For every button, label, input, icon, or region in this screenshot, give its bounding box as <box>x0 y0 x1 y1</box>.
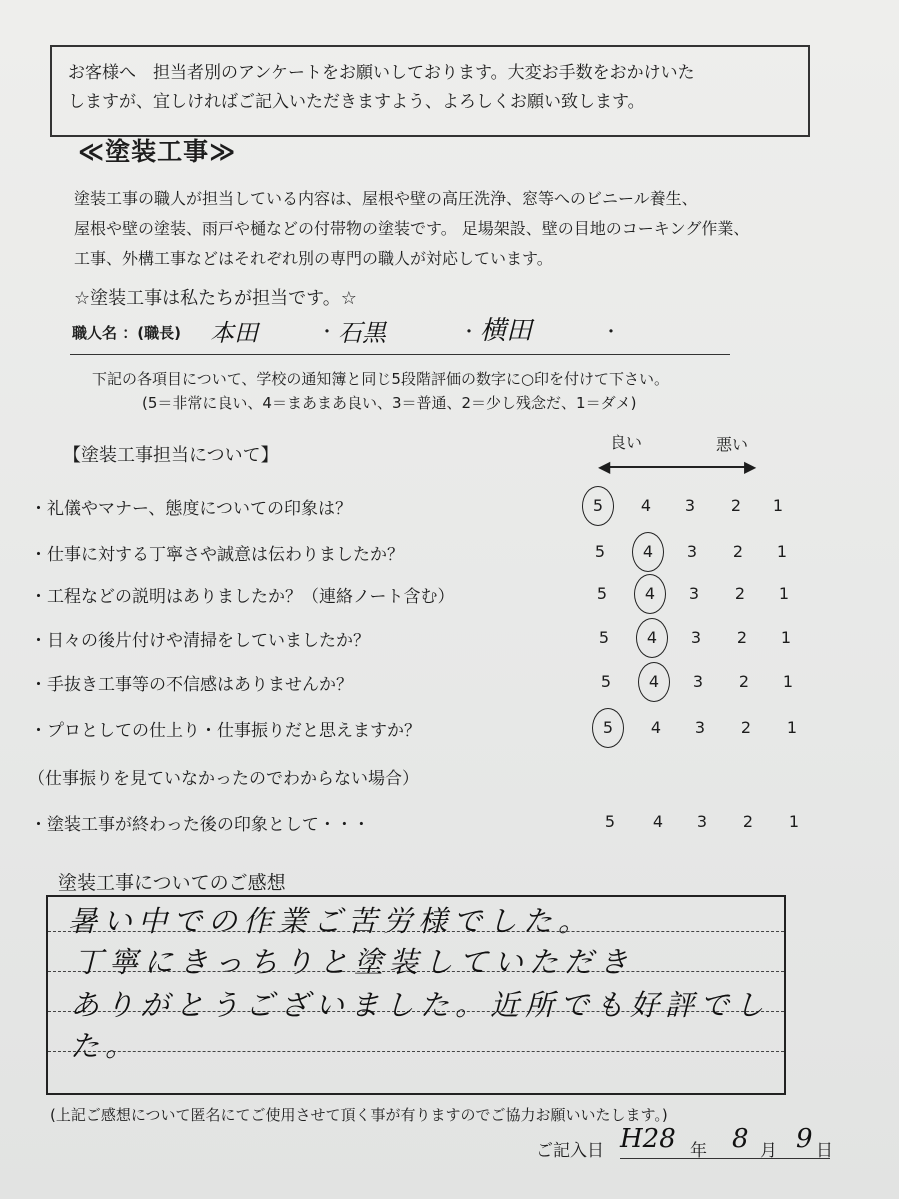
question-text: ・プロとしての仕上り・仕事振りだと思えますか？ <box>30 721 421 741</box>
question-text: ・日々の後片付けや清掃をしていましたか？ <box>30 631 370 651</box>
description-line-3: 工事、外構工事などはそれぞれ別の専門の職人が対応しています。 <box>74 249 553 268</box>
section-title: ≪塗装工事≫ <box>78 137 237 166</box>
rating-option-2[interactable]: 2 <box>742 812 754 831</box>
intro-line-1: お客様へ 担当者別のアンケートをお願いしております。大変お手数をおかけいた <box>68 63 695 83</box>
rating-option-3[interactable]: 3 <box>694 718 706 737</box>
rating-option-4[interactable]: 4 <box>640 496 652 515</box>
rating-option-5[interactable]: 5 <box>594 542 606 561</box>
rating-option-5[interactable]: 5 <box>600 672 612 691</box>
question-text: ・工程などの説明はありましたか？（連絡ノート含む） <box>30 587 455 607</box>
selected-rating-circle <box>638 662 670 702</box>
anonymity-note: (上記ご感想について匿名にてご使用させて頂く事が有りますのでご協力お願いいたします。) <box>50 1106 668 1124</box>
date-month: 8 <box>732 1124 749 1154</box>
rating-option-1[interactable]: 1 <box>772 496 784 515</box>
rating-option-1[interactable]: 1 <box>782 672 794 691</box>
staff-separator-3: ・ <box>602 322 620 343</box>
rating-option-4[interactable]: 4 <box>644 584 656 603</box>
description-line-1: 塗装工事の職人が担当している内容は、屋根や壁の高圧洗浄、窓等へのビニール養生、 <box>74 189 698 208</box>
rating-option-1[interactable]: 1 <box>776 542 788 561</box>
rating-option-5[interactable]: 5 <box>602 718 614 737</box>
rating-option-5[interactable]: 5 <box>604 812 616 831</box>
rating-option-2[interactable]: 2 <box>732 542 744 561</box>
arrow-left-icon: ◀ <box>598 457 611 476</box>
date-day-unit: 日 <box>816 1141 833 1161</box>
rating-option-5[interactable]: 5 <box>598 628 610 647</box>
date-underline <box>620 1158 830 1159</box>
rating-option-2[interactable]: 2 <box>730 496 742 515</box>
date-month-unit: 月 <box>760 1141 777 1161</box>
rating-option-1[interactable]: 1 <box>780 628 792 647</box>
rating-option-5[interactable]: 5 <box>592 496 604 515</box>
bad-label: 悪い <box>716 435 749 454</box>
rating-option-2[interactable]: 2 <box>738 672 750 691</box>
intro-box <box>50 45 810 137</box>
rating-option-4[interactable]: 4 <box>650 718 662 737</box>
rating-option-1[interactable]: 1 <box>778 584 790 603</box>
description-line-2: 屋根や壁の塗装、雨戸や樋などの付帯物の塗装です。 足場架設、壁の目地のコーキング作業、 <box>74 219 750 238</box>
rating-option-2[interactable]: 2 <box>736 628 748 647</box>
selected-rating-circle <box>636 618 668 658</box>
rating-option-3[interactable]: 3 <box>690 628 702 647</box>
date-day: 9 <box>796 1124 813 1154</box>
rating-section-heading: 【塗装工事担当について】 <box>63 445 279 466</box>
question-text: ・仕事に対する丁寧さや誠意は伝わりましたか？ <box>30 545 404 565</box>
scale-legend: (5＝非常に良い、4＝まあまあ良い、3＝普通、2＝少し残念だ、1＝ダメ) <box>142 394 637 412</box>
team-heading: ☆塗装工事は私たちが担当です。☆ <box>74 288 357 309</box>
comment-line-2: 丁寧にきっちりと塗装していただき <box>74 945 635 979</box>
question-text: ・礼儀やマナー、態度についての印象は？ <box>30 499 352 519</box>
rating-option-5[interactable]: 5 <box>596 584 608 603</box>
question-text: ・手抜き工事等の不信感はありませんか？ <box>30 675 353 695</box>
staff-separator-1: ・ <box>318 322 336 343</box>
date-year-unit: 年 <box>690 1141 707 1161</box>
rating-option-4[interactable]: 4 <box>648 672 660 691</box>
rating-option-4[interactable]: 4 <box>642 542 654 561</box>
instruction-line: 下記の各項目について、学校の通知簿と同じ5段階評価の数字に○印を付けて下さい。 <box>92 370 670 388</box>
staff-separator-2: ・ <box>460 322 478 343</box>
rating-option-1[interactable]: 1 <box>786 718 798 737</box>
rating-option-3[interactable]: 3 <box>684 496 696 515</box>
question-text: （仕事振りを見ていなかったのでわからない場合） <box>28 769 419 789</box>
staff-name-1: 本田 <box>210 319 258 347</box>
selected-rating-circle <box>582 486 614 526</box>
rating-option-4[interactable]: 4 <box>652 812 664 831</box>
rating-option-3[interactable]: 3 <box>692 672 704 691</box>
staff-name-3: 横田 <box>480 316 533 346</box>
rating-option-3[interactable]: 3 <box>686 542 698 561</box>
comment-box <box>46 895 786 1095</box>
good-label: 良い <box>610 433 643 452</box>
staff-label: 職人名 ：(職長) <box>72 324 181 342</box>
comment-line-3: ありがとうございました。近所でも好評でした。 <box>70 988 771 1063</box>
rating-option-4[interactable]: 4 <box>646 628 658 647</box>
comments-heading: 塗装工事についてのご感想 <box>58 872 286 894</box>
rating-option-1[interactable]: 1 <box>788 812 800 831</box>
date-label: ご記入日 <box>536 1141 604 1161</box>
intro-line-2: しますが、宜しければご記入いただきますよう、よろしくお願い致します。 <box>68 92 645 112</box>
scale-arrow <box>606 466 752 468</box>
comment-line-1: 暑い中での作業ご苦労様でした。 <box>68 904 594 938</box>
rating-option-2[interactable]: 2 <box>734 584 746 603</box>
rating-option-2[interactable]: 2 <box>740 718 752 737</box>
selected-rating-circle <box>632 532 664 572</box>
date-era-year: H28 <box>620 1124 676 1154</box>
rating-option-3[interactable]: 3 <box>688 584 700 603</box>
selected-rating-circle <box>592 708 624 748</box>
arrow-right-icon: ▶ <box>744 457 757 476</box>
selected-rating-circle <box>634 574 666 614</box>
staff-name-2: 石黒 <box>338 319 386 347</box>
rating-option-3[interactable]: 3 <box>696 812 708 831</box>
question-text: ・塗装工事が終わった後の印象として・・・ <box>30 815 370 835</box>
